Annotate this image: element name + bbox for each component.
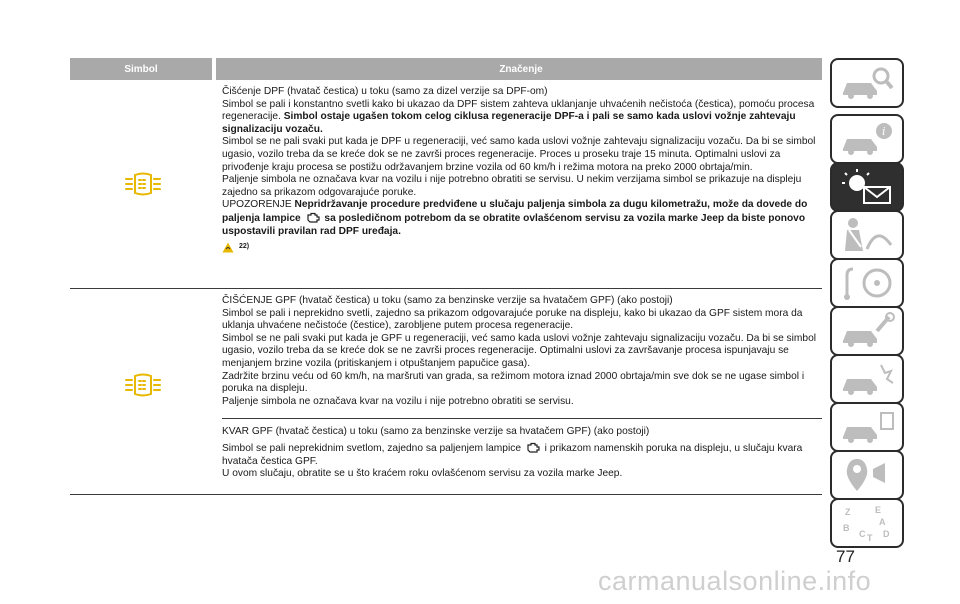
gpf-fault-section: [222, 418, 822, 480]
car-crash-icon: [837, 359, 897, 399]
gpf-p5: Paljenje simbola ne označava kvar na vozilu i nije potrebno obratiti se servisu.: [222, 395, 574, 407]
index-letter: A: [879, 517, 886, 527]
dpf-p2-bold: Simbol ostaje ugašen tokom celog ciklusa regeneracije DPF-a i pali se samo kada uslovi vožnje zahtevaju signalizaciju vozaču.: [222, 111, 796, 135]
tab-driving[interactable]: [830, 258, 904, 308]
engine-warning-icon: [306, 212, 320, 223]
symbol-cell: [70, 289, 216, 494]
gpf-fault-p3: U ovom slučaju, obratite se u što kraćem roku ovlašćenom servisu za vozila marke Jeep.: [222, 468, 623, 480]
page-number: 77: [836, 547, 855, 566]
symbol-cell: [70, 80, 216, 288]
tab-car-search[interactable]: [830, 58, 904, 108]
tab-service[interactable]: [830, 306, 904, 356]
car-wrench-icon: [837, 311, 897, 351]
tab-safety[interactable]: [830, 210, 904, 260]
car-specs-icon: [837, 407, 897, 447]
tab-warning-lights[interactable]: [830, 162, 904, 212]
car-info-icon: [837, 119, 897, 159]
index-letter: Z: [845, 507, 851, 517]
table-header: [70, 58, 822, 80]
gpf-p2: Simbol se pali i neprekidno svetli, zajedno sa prikazom odgovarajuće poruke na displeju, kako bi ukazao da GPF sistem mora da uklanja uhvaćene nečistoće (čestice), zarobljene putem procesa regeneracije.: [222, 307, 803, 332]
index-letter: C: [859, 529, 866, 539]
person-seatbelt-icon: [837, 215, 897, 255]
header-meaning: Značenje: [499, 63, 543, 75]
gauge-wheel-icon: [837, 263, 897, 303]
gpf-title: ČIŠĆENJE GPF (hvatač čestica) u toku (samo za benzinske verzije sa hvatačem GPF) (ako postoji): [222, 295, 673, 306]
engine-warning-icon: [526, 442, 540, 453]
header-symbol: Simbol: [124, 63, 158, 75]
gpf-filter-icon: [125, 372, 161, 398]
map-pin-car-icon: [837, 455, 897, 495]
warning-triangle-icon: [222, 242, 234, 253]
dpf-p4: Paljenje simbola ne označava kvar na vozilu i nije potrebno obratiti se servisu. U nekim verzijama simbol se prikazuje na displeju zajedno sa prikazom odgovarajuće poruke.: [222, 174, 802, 198]
index-letter: B: [843, 523, 850, 533]
warning-text-a: Nepridržavanje procedure predviđene u slučaju paljenja simbola za dugu kilometražu, može da dovede do paljenja lampice: [222, 199, 808, 224]
symbol-table: [70, 58, 822, 495]
tab-technical[interactable]: [830, 402, 904, 452]
tab-car-info[interactable]: [830, 114, 904, 164]
meaning-cell: [216, 289, 822, 494]
watermark: carmanualsonline.info: [598, 566, 872, 596]
gpf-fault-text-a: Simbol se pali neprekidnim svetlom, zajedno sa paljenjem lampice: [222, 442, 521, 454]
tab-emergency[interactable]: [830, 354, 904, 404]
warning-label: UPOZORENJE: [222, 199, 292, 211]
gpf-p3: Simbol se ne pali svaki put kada je GPF u regeneraciji, već samo kada uslovi vožnje zahtevaju signalizaciju vozaču. Da bi se simbol ugasio, vozilo treba da se kreće dok se ne završi proces regeneracije. Optimalni uslovi za završavanje procesa ispunjavaju se menjanjem brzine vozila (pritiskanjem i otpuštanjem papučice gasa).: [222, 332, 816, 369]
table-row: [70, 289, 822, 495]
gpf-fault-title: KVAR GPF (hvatač čestica) u toku (samo za benzinske verzije sa hvatačem GPF) (ako postoji): [222, 426, 650, 438]
gpf-p4: Zadržite brzinu veću od 60 km/h, na maršruti van grada, sa režimom motora iznad 2000 obrtaja/min sve dok se ne ugase simbol i poruka na displeju.: [222, 370, 805, 395]
index-letter: D: [883, 529, 890, 539]
warning-light-envelope-icon: [837, 167, 897, 207]
table-row: [70, 80, 822, 289]
warning-reference: 22): [239, 243, 250, 251]
tab-index[interactable]: [830, 498, 904, 548]
dpf-p2: Simbol se pali i konstantno svetli kako bi ukazao da DPF sistem zahteva uklanjanje uhvaćenih nečistoća (čestica), pomoću procesa regeneracije.: [222, 98, 815, 123]
tab-multimedia[interactable]: [830, 450, 904, 500]
dpf-p3: Simbol se ne pali svaki put kada je DPF u regeneraciji, već samo kada uslovi vožnje zahtevaju signalizaciju vozaču. Da bi se simbol ugasio, vozilo treba da se kreće dok se ne završi proces regeneracije. Proces u proseku traje 15 minuta. Optimalni uslovi za privođenje kraju procesa se postižu održavanjem brzine vozila od 60 km/h i režima motora na preko 2000 obrtaja/min.: [222, 136, 816, 173]
dpf-filter-icon: [125, 171, 161, 197]
meaning-cell: [216, 80, 822, 288]
warning-text-b: sa posledičnom potrebom da se obratite ovlašćenom servisu za vozila marke Jeep da biste ponovo uspostavili pravilan rad DPF uređaja.: [222, 212, 806, 237]
gpf-fault-text-b: i prikazom namenskih poruka na displeju, u slučaju kvara hvatača čestica GPF.: [222, 442, 803, 467]
index-letter: E: [875, 505, 882, 515]
dpf-title: Čišćenje DPF (hvatač čestica) u toku (samo za dizel verzije sa DPF-om): [222, 86, 548, 97]
index-letters-icon: [837, 503, 897, 543]
car-search-icon: [837, 63, 897, 103]
svg-text:i: i: [882, 125, 886, 138]
index-letter: T: [867, 533, 873, 543]
